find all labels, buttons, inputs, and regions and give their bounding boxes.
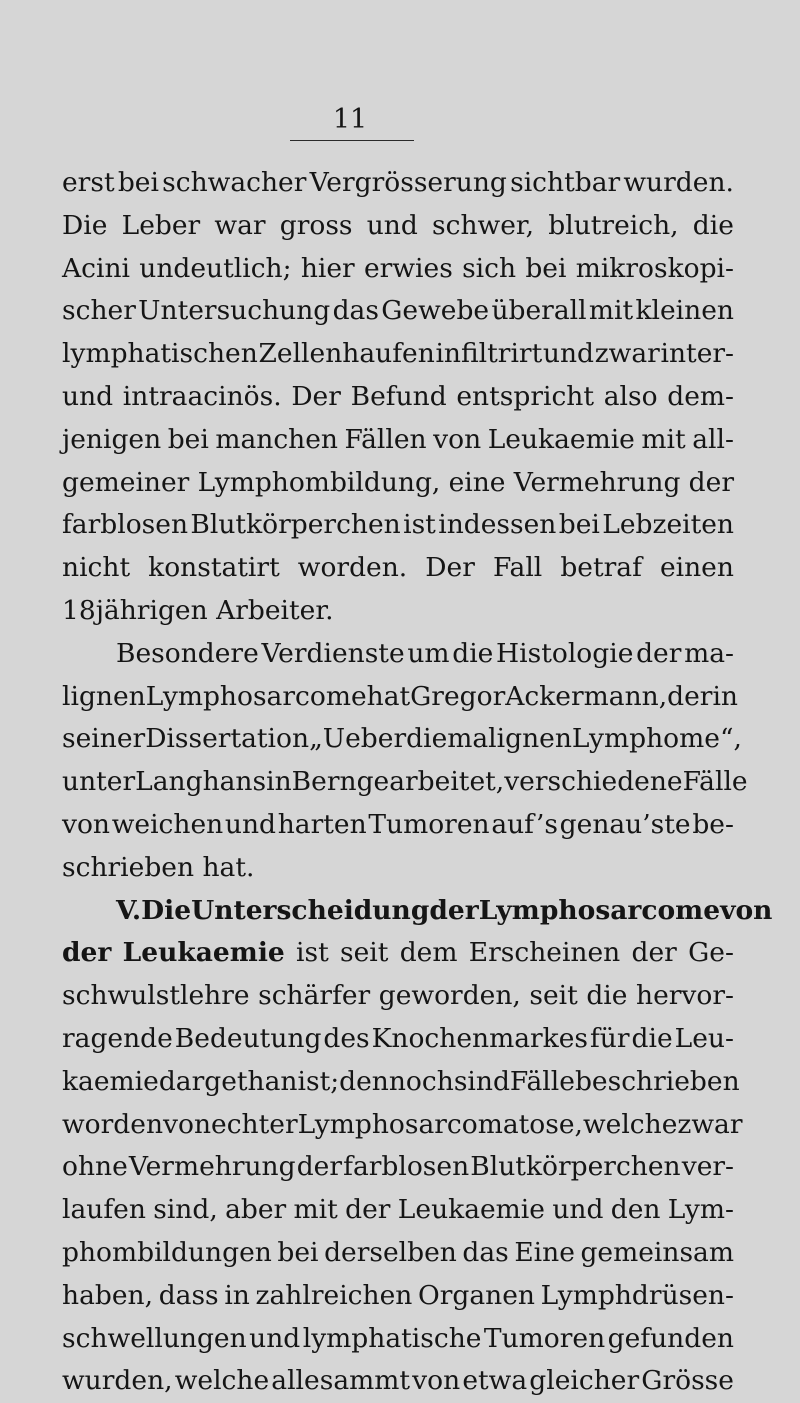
word: Besondere xyxy=(116,637,259,669)
word: phombildungen xyxy=(62,1236,272,1268)
text-line xyxy=(62,290,734,333)
word: hier xyxy=(300,252,355,284)
word: hat xyxy=(366,680,411,712)
section-heading-continuation xyxy=(62,932,734,975)
word: seit xyxy=(529,980,578,1012)
word: betraf xyxy=(560,552,642,584)
word: kleinen xyxy=(635,295,734,327)
word: derselben xyxy=(324,1236,457,1268)
text-line xyxy=(62,1104,743,1147)
word: eine xyxy=(448,466,506,498)
word: Leukaemie xyxy=(487,423,635,455)
word: indessen xyxy=(438,509,557,541)
word: Bern xyxy=(291,766,357,798)
word: Lymphome“, xyxy=(571,723,742,755)
word: den xyxy=(610,1194,661,1226)
word: mikroskopi- xyxy=(575,252,734,284)
word: inter- xyxy=(660,338,734,370)
word: dass xyxy=(158,1279,219,1311)
word: Die xyxy=(141,894,192,926)
word: Fall xyxy=(492,552,543,584)
word: ist xyxy=(403,509,436,541)
word: Unterscheidung xyxy=(191,894,430,926)
word: Vermehrung xyxy=(513,466,681,498)
word: Ackermann, xyxy=(505,680,668,712)
word: mit xyxy=(641,423,686,455)
word: blutreich, xyxy=(548,209,679,241)
word: die xyxy=(692,209,734,241)
word: Lymphosarcomatose, xyxy=(297,1108,583,1140)
word: Acini xyxy=(62,252,130,284)
word: Vergrösserung xyxy=(309,167,507,198)
word: beschrieben xyxy=(574,1065,740,1097)
word: Bedeutung xyxy=(174,1022,322,1054)
word: Leukaemie xyxy=(397,1194,545,1226)
word: der xyxy=(667,680,713,712)
word: Tumoren xyxy=(483,1322,606,1354)
word: sichtbar xyxy=(510,167,621,198)
word: Leukaemie xyxy=(122,937,285,969)
word: nicht xyxy=(62,552,131,584)
word: Verdienste xyxy=(261,637,405,669)
word: entspricht xyxy=(456,380,595,412)
word: Dissertation xyxy=(145,723,310,755)
text-line xyxy=(62,419,734,462)
word: und xyxy=(552,1194,604,1226)
word: verschiedene xyxy=(504,766,683,798)
word: Der xyxy=(291,380,341,412)
word: die xyxy=(452,637,494,669)
word: wurden, xyxy=(62,1365,173,1397)
word: sich xyxy=(462,252,517,284)
word: sind xyxy=(453,1065,510,1097)
word: der xyxy=(345,1194,391,1226)
word: zwar xyxy=(677,1108,743,1140)
word: konstatirt xyxy=(148,552,280,584)
word: Befund xyxy=(350,380,447,412)
word: von xyxy=(720,894,773,926)
word: Vermehrung xyxy=(128,1151,296,1183)
text-line xyxy=(62,462,734,505)
text-line xyxy=(62,504,734,547)
word: von xyxy=(412,1365,461,1397)
word: und xyxy=(366,209,418,241)
word: erwies xyxy=(364,252,453,284)
text-line xyxy=(62,1018,734,1061)
word: scher xyxy=(62,295,136,327)
word: worden xyxy=(62,1108,164,1140)
word: in xyxy=(712,680,738,712)
word: ist xyxy=(296,937,329,969)
word: Grösse xyxy=(641,1365,734,1397)
word: Ge- xyxy=(688,937,734,969)
word: in xyxy=(266,766,292,798)
word: bei xyxy=(117,167,159,198)
word: gearbeitet, xyxy=(356,766,505,798)
word: Blutkörperchen xyxy=(190,509,401,541)
word: der xyxy=(62,937,112,969)
word: Die xyxy=(62,209,108,241)
word: kaemie xyxy=(62,1065,159,1097)
text-line xyxy=(62,676,738,719)
word: welche xyxy=(174,1365,270,1397)
word: bei xyxy=(277,1236,319,1268)
text-line xyxy=(62,1275,734,1318)
word: harten xyxy=(277,808,367,840)
word: worden. xyxy=(297,552,408,584)
word: Blutkörperchen xyxy=(470,1151,681,1183)
word: das xyxy=(462,1236,509,1268)
word: ver- xyxy=(681,1151,734,1183)
word: war xyxy=(214,209,266,241)
word: in xyxy=(224,1279,250,1311)
text-line xyxy=(62,1318,734,1361)
word: allesammt xyxy=(271,1365,411,1397)
word: ragende xyxy=(62,1022,173,1054)
text-line xyxy=(62,333,734,376)
word: all- xyxy=(692,423,734,455)
word: jenigen xyxy=(62,423,162,455)
word: aber xyxy=(225,1194,287,1226)
word: Lymphombildung, xyxy=(197,466,441,498)
text-line xyxy=(62,1061,740,1104)
word: und xyxy=(62,380,114,412)
word: seit xyxy=(340,937,389,969)
word: das xyxy=(332,295,379,327)
word: echter xyxy=(211,1108,298,1140)
word: Lym- xyxy=(667,1194,734,1226)
word: lymphatische xyxy=(302,1322,482,1354)
word: manchen xyxy=(215,423,338,455)
word: schwellungen xyxy=(62,1322,247,1354)
text-line xyxy=(62,162,734,205)
word: ist; xyxy=(297,1065,340,1097)
word: Knochenmarkes xyxy=(371,1022,589,1054)
word: bei xyxy=(558,509,600,541)
word: dem xyxy=(399,937,458,969)
word: für xyxy=(590,1022,630,1054)
word: gefunden xyxy=(607,1322,734,1354)
word: welche xyxy=(582,1108,678,1140)
word: schwulstlehre xyxy=(62,980,250,1012)
word: genau’ste xyxy=(559,808,691,840)
word: der xyxy=(296,1151,343,1183)
word: Untersuchung xyxy=(138,295,331,327)
text-line: 18jährigen Arbeiter. xyxy=(62,594,334,626)
word: und xyxy=(224,808,277,840)
word: wurden. xyxy=(623,167,734,198)
text-line xyxy=(62,1189,734,1232)
word: seiner xyxy=(62,723,146,755)
text-line xyxy=(62,205,734,248)
word: Gewebe xyxy=(381,295,490,327)
word: um xyxy=(407,637,450,669)
word: und xyxy=(249,1322,301,1354)
word: Leu- xyxy=(674,1022,734,1054)
word: die xyxy=(631,1022,673,1054)
word: geworden, xyxy=(378,980,521,1012)
text-line xyxy=(62,975,734,1018)
body-text xyxy=(62,162,773,1403)
word: zwar xyxy=(594,338,660,370)
word: der xyxy=(429,894,479,926)
word: Lymphdrüsen- xyxy=(540,1279,734,1311)
word: Organen xyxy=(418,1279,535,1311)
word: sind, xyxy=(153,1194,218,1226)
word: be- xyxy=(692,808,734,840)
word: Gregor xyxy=(410,680,506,712)
section-heading-line xyxy=(62,890,773,933)
word: Leber xyxy=(121,209,201,241)
word: Erscheinen xyxy=(468,937,621,969)
word: V. xyxy=(116,894,142,926)
text-line xyxy=(62,1232,734,1275)
word: intraacinös. xyxy=(122,380,282,412)
word: dargethan xyxy=(158,1065,298,1097)
word: bei xyxy=(167,423,209,455)
word: der xyxy=(688,466,734,498)
word: dem- xyxy=(667,380,734,412)
word: laufen xyxy=(62,1194,146,1226)
word: also xyxy=(603,380,658,412)
word: hervor- xyxy=(636,980,734,1012)
word: gleicher xyxy=(529,1365,640,1397)
text-line xyxy=(62,248,734,291)
word: von xyxy=(433,423,482,455)
word: Langhans xyxy=(135,766,267,798)
word: Eine xyxy=(514,1236,575,1268)
word: Fälle xyxy=(682,766,748,798)
word: gemeinsam xyxy=(580,1236,734,1268)
page-number-rule xyxy=(290,140,414,141)
word: Lebzeiten xyxy=(602,509,734,541)
word: Fälle xyxy=(509,1065,575,1097)
word: mit xyxy=(588,295,634,327)
word: gemeiner xyxy=(62,466,190,498)
word: „Ueber xyxy=(309,723,407,755)
word: gross xyxy=(279,209,353,241)
word: schwacher xyxy=(162,167,307,198)
word: Tumoren xyxy=(368,808,490,840)
word: erst xyxy=(62,167,115,198)
text-line xyxy=(62,804,734,847)
word: farblosen xyxy=(343,1151,470,1183)
word: haben, xyxy=(62,1279,154,1311)
word: zahlreichen xyxy=(255,1279,413,1311)
word: Lymphosarcome xyxy=(478,894,721,926)
word: von xyxy=(62,808,110,840)
word: weichen xyxy=(111,808,224,840)
text-line xyxy=(62,761,748,804)
word: des xyxy=(323,1022,370,1054)
word: die xyxy=(406,723,448,755)
page-number: 11 xyxy=(332,104,368,135)
word: und xyxy=(542,338,595,370)
text-line: schrieben hat. xyxy=(62,851,255,883)
text-line xyxy=(62,547,734,590)
word: der xyxy=(631,937,677,969)
text-line xyxy=(62,718,742,761)
word: einen xyxy=(659,552,734,584)
word: Histologie xyxy=(496,637,634,669)
word: Lymphosarcome xyxy=(145,680,367,712)
word: schärfer xyxy=(258,980,371,1012)
word: die xyxy=(586,980,628,1012)
word: Fällen xyxy=(344,423,427,455)
word: lignen xyxy=(62,680,146,712)
word: lymphatischen xyxy=(62,338,258,370)
word: überall xyxy=(491,295,587,327)
word: etwa xyxy=(462,1365,528,1397)
word: infiltrirt xyxy=(435,338,543,370)
word: schwer, xyxy=(432,209,535,241)
word: ohne xyxy=(62,1151,128,1183)
text-line xyxy=(62,376,734,419)
text-line xyxy=(62,1146,734,1189)
word: Zellenhaufen xyxy=(258,338,435,370)
word: undeutlich; xyxy=(139,252,292,284)
word: malignen xyxy=(447,723,572,755)
text-line xyxy=(62,1360,734,1403)
word: mit xyxy=(293,1194,338,1226)
word: von xyxy=(163,1108,212,1140)
word: bei xyxy=(525,252,567,284)
word: farblosen xyxy=(62,509,189,541)
word: dennoch xyxy=(339,1065,454,1097)
word: der xyxy=(636,637,682,669)
word: Der xyxy=(425,552,475,584)
word: auf’s xyxy=(491,808,558,840)
word: ma- xyxy=(684,637,734,669)
text-line xyxy=(62,633,734,676)
word: unter xyxy=(62,766,136,798)
